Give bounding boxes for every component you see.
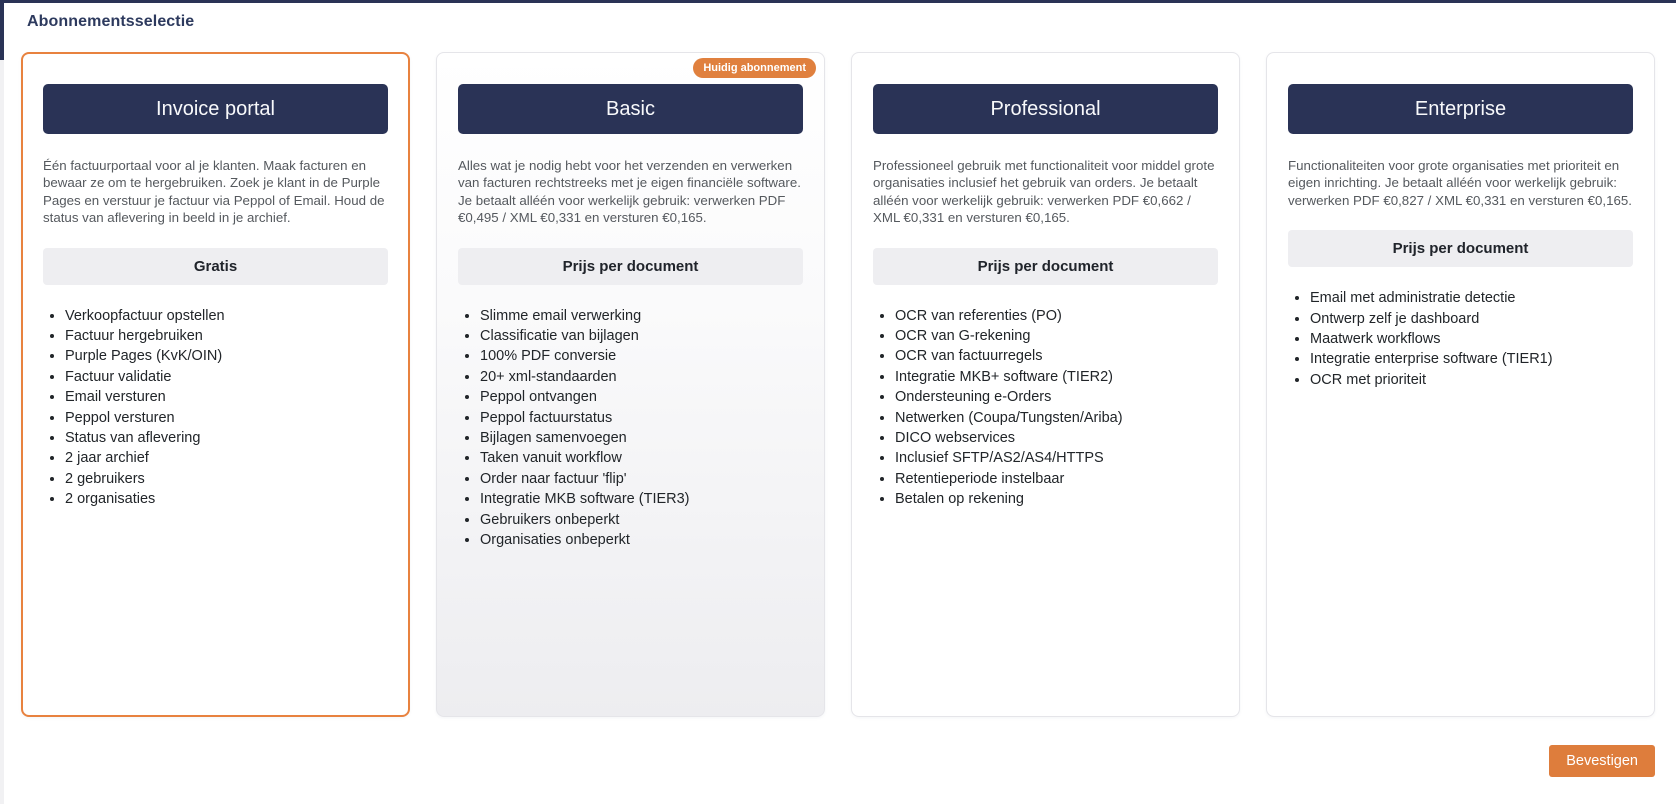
plan-card-enterprise[interactable] <box>1266 52 1655 717</box>
page-title: Abonnementsselectie <box>27 13 195 30</box>
feature-item: • Integratie MKB+ software (TIER2) <box>895 367 1218 387</box>
plan-card-basic[interactable] <box>436 52 825 717</box>
feature-item: • Email versturen <box>65 387 388 407</box>
current-subscription-badge: Huidig abonnement <box>693 58 816 78</box>
feature-item: • Betalen op rekening <box>895 489 1218 509</box>
feature-item: • Retentieperiode instelbaar <box>895 469 1218 489</box>
feature-item: • OCR van factuurregels <box>895 346 1218 366</box>
feature-list <box>873 306 1218 510</box>
feature-item: • 2 gebruikers <box>65 469 388 489</box>
price-label: Prijs per document <box>1288 230 1633 267</box>
plan-description: Alles wat je nodig hebt voor het verzenden en verwerken van facturen rechtstreeks met je eigen financiële software. Je betaalt alléén voor werkelijk gebruik: verwerken PDF €0,495 / XML €0,331 en versturen €0,165. <box>458 158 801 226</box>
feature-item: • Order naar factuur 'flip' <box>480 469 803 489</box>
plan-card-invoice-portal[interactable] <box>21 52 410 717</box>
feature-item: • Taken vanuit workflow <box>480 448 803 468</box>
feature-item: • Integratie MKB software (TIER3) <box>480 489 803 509</box>
feature-item: • Factuur hergebruiken <box>65 326 388 346</box>
feature-item: • 2 organisaties <box>65 489 388 509</box>
plan-cards-row <box>21 52 1655 717</box>
feature-item: • Status van aflevering <box>65 428 388 448</box>
price-label: Prijs per document <box>873 248 1218 285</box>
plan-title-basic: Basic <box>458 84 803 134</box>
feature-item: • DICO webservices <box>895 428 1218 448</box>
plan-description: Één factuurportaal voor al je klanten. Maak facturen en bewaar ze om te hergebruiken. Zoek je klant in de Purple Pages en verstuur je factuur via Peppol of Email. Houd de status van aflevering in beeld in je archief. <box>43 158 385 226</box>
feature-list <box>1288 288 1633 390</box>
feature-item: • Verkoopfactuur opstellen <box>65 306 388 326</box>
feature-item: • Ontwerp zelf je dashboard <box>1310 309 1633 329</box>
feature-item: • Classificatie van bijlagen <box>480 326 803 346</box>
plan-description: Professioneel gebruik met functionaliteit voor middel grote organisaties inclusief het gebruik van orders. Je betaalt alléén voor werkelijk gebruik: verwerken PDF €0,662 / XML €0,331 en versturen €0,165. <box>873 158 1215 226</box>
footer-actions <box>0 745 1655 777</box>
plan-description: Functionaliteiten voor grote organisaties met prioriteit en eigen inrichting. Je betaalt alléén voor werkelijk gebruik: verwerken PDF €0,827 / XML €0,331 en versturen €0,165. <box>1288 158 1632 208</box>
feature-list <box>458 306 803 551</box>
feature-item: • Ondersteuning e-Orders <box>895 387 1218 407</box>
feature-item: • Slimme email verwerking <box>480 306 803 326</box>
feature-item: • Organisaties onbeperkt <box>480 530 803 550</box>
feature-item: • OCR van referenties (PO) <box>895 306 1218 326</box>
feature-list <box>43 306 388 510</box>
feature-item: • 20+ xml-standaarden <box>480 367 803 387</box>
feature-item: • Bijlagen samenvoegen <box>480 428 803 448</box>
feature-item: • OCR van G-rekening <box>895 326 1218 346</box>
feature-item: • Purple Pages (KvK/OIN) <box>65 346 388 366</box>
feature-item: • Peppol versturen <box>65 408 388 428</box>
price-label: Prijs per document <box>458 248 803 285</box>
feature-item: • Maatwerk workflows <box>1310 329 1633 349</box>
scrollbar-thumb[interactable] <box>0 3 4 60</box>
feature-item: • Peppol factuurstatus <box>480 408 803 428</box>
feature-item: • Gebruikers onbeperkt <box>480 510 803 530</box>
feature-item: • OCR met prioriteit <box>1310 370 1633 390</box>
feature-item: • Email met administratie detectie <box>1310 288 1633 308</box>
price-label: Gratis <box>43 248 388 285</box>
plan-title-invoice-portal: Invoice portal <box>43 84 388 134</box>
feature-item: • Netwerken (Coupa/Tungsten/Ariba) <box>895 408 1218 428</box>
plan-title-professional: Professional <box>873 84 1218 134</box>
feature-item: • Factuur validatie <box>65 367 388 387</box>
plan-title-enterprise: Enterprise <box>1288 84 1633 134</box>
feature-item: • Peppol ontvangen <box>480 387 803 407</box>
scrollbar-track[interactable] <box>0 3 4 804</box>
feature-item: • Inclusief SFTP/AS2/AS4/HTTPS <box>895 448 1218 468</box>
top-accent-bar <box>0 0 1676 3</box>
feature-item: • Integratie enterprise software (TIER1) <box>1310 349 1633 369</box>
plan-card-professional[interactable] <box>851 52 1240 717</box>
confirm-button[interactable]: Bevestigen <box>1549 745 1655 777</box>
feature-item: • 100% PDF conversie <box>480 346 803 366</box>
feature-item: • 2 jaar archief <box>65 448 388 468</box>
